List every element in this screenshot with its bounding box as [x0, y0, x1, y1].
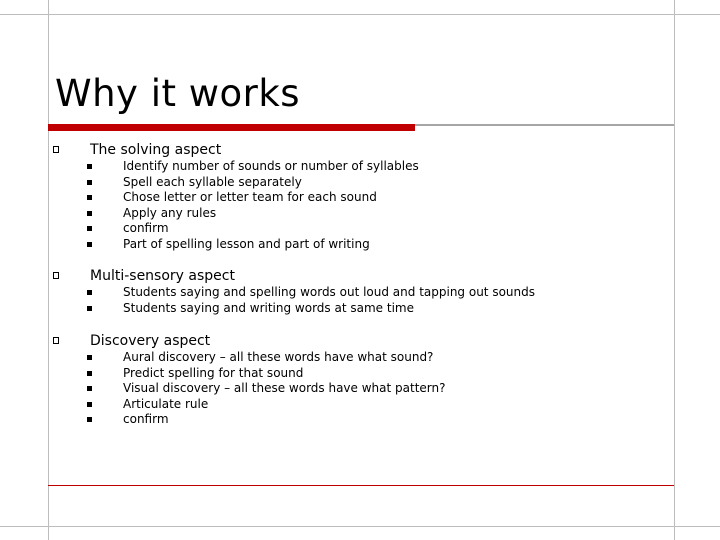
title-underline-accent	[48, 124, 415, 131]
list-item	[0, 190, 720, 206]
list-item	[0, 301, 720, 317]
list-item-text: Visual discovery – all these words have what pattern?	[123, 381, 446, 395]
list-item-text: confirm	[123, 221, 169, 235]
section-label: The solving aspect	[90, 142, 222, 158]
frame-line-bottom	[0, 526, 720, 527]
list-item-text: Spell each syllable separately	[123, 174, 302, 189]
section-discovery-aspect	[0, 332, 720, 428]
list-item	[0, 237, 720, 253]
square-bullet-icon	[87, 211, 92, 216]
list-item-text: Aural discovery – all these words have what sound?	[123, 350, 434, 364]
frame-line-top	[0, 14, 720, 15]
list-item-text: Identify number of sounds or number of syllables	[123, 159, 419, 173]
footer-rule	[48, 485, 674, 486]
hollow-square-bullet-icon	[53, 337, 59, 344]
hollow-square-bullet-icon	[53, 272, 59, 279]
bullet-list	[0, 350, 720, 428]
square-bullet-icon	[87, 386, 92, 391]
list-item	[0, 206, 720, 222]
list-item-text: confirm	[123, 412, 169, 426]
list-item-text: Part of spelling lesson and part of writing	[123, 236, 370, 251]
square-bullet-icon	[87, 242, 92, 247]
square-bullet-icon	[87, 371, 92, 376]
title-underline-rule	[415, 124, 674, 126]
square-bullet-icon	[87, 195, 92, 200]
bullet-list	[0, 285, 720, 316]
square-bullet-icon	[87, 417, 92, 422]
square-bullet-icon	[87, 306, 92, 311]
hollow-square-bullet-icon	[53, 146, 59, 153]
square-bullet-icon	[87, 226, 92, 231]
list-item	[0, 366, 720, 382]
list-item-text: Chose letter or letter team for each sound	[123, 190, 377, 204]
list-item	[0, 159, 720, 175]
list-item-text: Articulate rule	[123, 396, 209, 411]
list-item-text: Apply any rules	[123, 205, 217, 220]
list-item	[0, 221, 720, 237]
section-multi-sensory-aspect	[0, 267, 720, 316]
section-heading	[0, 332, 720, 350]
square-bullet-icon	[87, 164, 92, 169]
list-item	[0, 175, 720, 191]
slide-title: Why it works	[55, 72, 301, 115]
list-item-text: Students saying and spelling words out loud and tapping out sounds	[123, 285, 536, 299]
list-item	[0, 350, 720, 366]
section-heading	[0, 141, 720, 159]
section-solving-aspect	[0, 141, 720, 252]
section-label: Discovery aspect	[90, 333, 211, 349]
list-item-text: Students saying and writing words at same time	[123, 300, 414, 315]
list-item	[0, 285, 720, 301]
list-item	[0, 412, 720, 428]
square-bullet-icon	[87, 355, 92, 360]
list-item	[0, 397, 720, 413]
list-item-text: Predict spelling for that sound	[123, 365, 304, 380]
list-item	[0, 381, 720, 397]
square-bullet-icon	[87, 402, 92, 407]
square-bullet-icon	[87, 290, 92, 295]
section-heading	[0, 267, 720, 285]
bullet-list	[0, 159, 720, 252]
section-label: Multi-sensory aspect	[90, 268, 235, 284]
square-bullet-icon	[87, 180, 92, 185]
